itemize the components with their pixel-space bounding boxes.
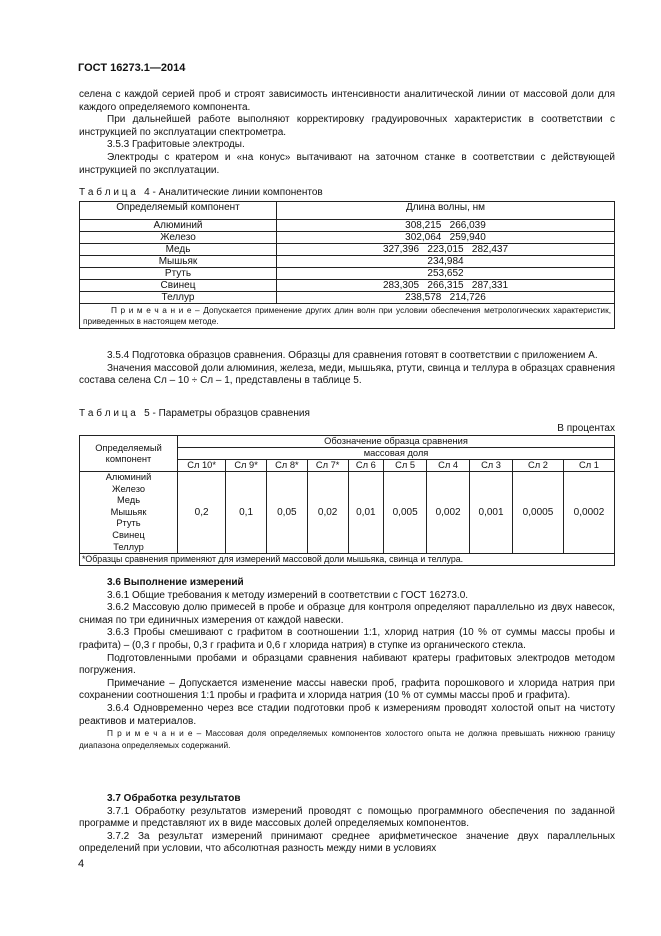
intro-block xyxy=(79,89,615,177)
table4-component: Свинец xyxy=(80,280,277,292)
table4-wavelengths: 234,984 xyxy=(277,256,615,268)
section-3-6-paragraph-1: 3.6.1 Общие требования к методу измерений в соответствии с ГОСТ 16273.0. xyxy=(107,589,469,601)
table5-col-header: Сл 5 xyxy=(384,460,427,472)
table5-value: 0,0005 xyxy=(513,472,564,554)
table5-unit: В процентах xyxy=(557,423,615,434)
table4-wavelengths: 302,064 259,940 xyxy=(277,232,615,244)
table4-component: Железо xyxy=(80,232,277,244)
section-3-7-title: 3.7 Обработка результатов xyxy=(107,793,241,804)
table5-value: 0,002 xyxy=(427,472,470,554)
table4 xyxy=(79,201,615,329)
table5-sub-header: массовая доля xyxy=(178,448,615,460)
table4-component: Мышьяк xyxy=(80,256,277,268)
table4-note-label: П р и м е ч а н и е xyxy=(111,305,192,315)
table4-caption-prefix: Т а б л и ц а 4 xyxy=(79,187,150,198)
table4-note-text: – Допускается применение других длин волн при условии обеспечения метрологических характеристик, приведенных в настоящем методе. xyxy=(83,305,611,326)
table5-col-header: Сл 8* xyxy=(266,460,307,472)
table4-caption-text: - Аналитические линии компонентов xyxy=(149,187,323,198)
table4-component: Теллур xyxy=(80,292,277,304)
table5-value: 0,005 xyxy=(384,472,427,554)
table4-caption xyxy=(79,187,323,198)
table4-component: Ртуть xyxy=(80,268,277,280)
section-3-6-paragraph-2: 3.6.2 Массовую долю примесей в пробе и образце для контроля определяют параллельно из двух навесок, снимая по три единичных измерения от каждой навески. xyxy=(79,602,615,626)
table-row xyxy=(80,244,615,256)
table5-value: 0,1 xyxy=(226,472,267,554)
table-row xyxy=(80,280,615,292)
table5-col-header: Сл 1 xyxy=(563,460,614,472)
table4-wavelengths: 327,396 223,015 282,437 xyxy=(277,244,615,256)
section-3-6-note2-text: – Массовая доля определяемых компонентов холостого опыта не должна превышать нижнюю границу диапазона определяемых содержаний. xyxy=(79,728,615,750)
table5-caption-text: - Параметры образцов сравнения xyxy=(149,408,310,419)
table5-top-header: Обозначение образца сравнения xyxy=(178,436,615,448)
intro-paragraph-1: селена с каждой серией проб и строят зависимость интенсивности аналитической линии от массовой доли для каждого определяемого компонента. xyxy=(79,89,615,113)
table4-wavelengths: 308,215 266,039 xyxy=(277,220,615,232)
section-3-6-note xyxy=(79,728,615,751)
table5-col-header: Сл 7* xyxy=(307,460,348,472)
table5-col-header: Сл 4 xyxy=(427,460,470,472)
document-header: ГОСТ 16273.1—2014 xyxy=(78,62,186,74)
table4-header-row xyxy=(80,202,615,220)
table4-col1-header: Определяемый компонент xyxy=(80,202,277,220)
intro-paragraph-4: Электроды с кратером и «на конус» вытачивают на заточном станке в соответствии с действующей инструкцией по эксплуатации. xyxy=(79,151,615,176)
table4-col2-header: Длина волны, нм xyxy=(277,202,615,220)
table4-component: Медь xyxy=(80,244,277,256)
table5-components: Алюминий Железо Медь Мышьяк Ртуть Свинец Теллур xyxy=(80,472,178,554)
table5-header-row-1 xyxy=(80,436,615,448)
section-3-6-paragraph-4: Подготовленными пробами и образцами сравнения набивают кратеры графитовых электродов методом погружения. xyxy=(79,652,615,677)
table-row xyxy=(80,256,615,268)
page-number: 4 xyxy=(78,858,85,870)
table5-footnote-row xyxy=(80,554,615,566)
table5-col-header: Сл 3 xyxy=(470,460,513,472)
section-3-6 xyxy=(79,577,615,751)
table5-value: 0,001 xyxy=(470,472,513,554)
table4-wavelengths: 283,305 266,315 287,331 xyxy=(277,280,615,292)
section-3-6-note-text: – Допускается изменение массы навески проб, графита порошкового и хлорида натрия при сохранении соотношения 1:1 пробы и графита и хлорида натрия (10 % от суммы массы проб и графита). xyxy=(79,677,615,702)
table5-col-header: Сл 6 xyxy=(348,460,384,472)
section-3-7-paragraph-2: 3.7.2 За результат измерений принимают среднее арифметическое значение двух параллельных определений при условии, что абсолютная разность между ними в условиях xyxy=(79,830,615,855)
section-3-6-paragraph-5 xyxy=(79,678,615,703)
table-row xyxy=(80,472,615,554)
section-3-6-note2-label: П р и м е ч а н и е xyxy=(107,728,193,739)
table5-col-header: Сл 9* xyxy=(226,460,267,472)
section-3-6-title: 3.6 Выполнение измерений xyxy=(107,577,244,588)
table4-component: Алюминий xyxy=(80,220,277,232)
table5-footnote: *Образцы сравнения применяют для измерений массовой доли мышьяка, свинца и теллура. xyxy=(80,554,615,566)
table5-value: 0,2 xyxy=(178,472,226,554)
section-3-6-paragraph-6: 3.6.4 Одновременно через все стадии подготовки проб к измерениям проводят холостой опыт на чистоту реактивов и материалов. xyxy=(79,702,615,727)
table5-value: 0,0002 xyxy=(563,472,614,554)
table4-wavelengths: 238,578 214,726 xyxy=(277,292,615,304)
table-row xyxy=(80,232,615,244)
table5-stub-header: Определяемый компонент xyxy=(80,436,178,472)
mid-paragraph-1: 3.5.4 Подготовка образцов сравнения. Образцы для сравнения готовят в соответствии с приложением А. xyxy=(107,350,598,361)
table5-value: 0,02 xyxy=(307,472,348,554)
section-3-7 xyxy=(79,793,615,856)
intro-paragraph-3: 3.5.3 Графитовые электроды. xyxy=(107,139,245,151)
table4-wavelengths: 253,652 xyxy=(277,268,615,280)
table-row xyxy=(80,292,615,304)
intro-paragraph-2: При дальнейшей работе выполняют корректировку градуировочных характеристик в соответствии с инструкцией по эксплуатации спектрометра. xyxy=(79,114,615,138)
section-3-6-note-label: Примечание xyxy=(107,677,165,689)
table-row xyxy=(80,268,615,280)
table5-value: 0,01 xyxy=(348,472,384,554)
table5-col-header: Сл 10* xyxy=(178,460,226,472)
table-row xyxy=(80,220,615,232)
mid-paragraph-2: Значения массовой доли алюминия, железа, меди, мышьяка, ртути, свинца и теллура в образцах сравнения состава селена Сл – 10 ÷ Сл – 1, представлены в таблице 5. xyxy=(79,362,615,387)
table5-value: 0,05 xyxy=(266,472,307,554)
table5-caption xyxy=(79,408,310,419)
section-3-7-paragraph-1: 3.7.1 Обработку результатов измерений проводят с помощью программного обеспечения по заданной программе и представляют их в виде массовых долей определяемых компонентов. xyxy=(79,805,615,830)
table4-note-row xyxy=(80,304,615,329)
section-3-6-paragraph-3: 3.6.3 Пробы смешивают с графитом в соотношении 1:1, хлорид натрия (10 % от суммы массы пробы и графита) – (0,3 г пробы, 0,3 г графита и 0,6 г хлорида натрия) в ступке из органического стекла. xyxy=(79,627,615,651)
table5-caption-prefix: Т а б л и ц а 5 xyxy=(79,408,150,419)
table5-col-header: Сл 2 xyxy=(513,460,564,472)
table4-note xyxy=(80,304,615,329)
table5 xyxy=(79,435,615,566)
mid-block xyxy=(79,350,615,388)
